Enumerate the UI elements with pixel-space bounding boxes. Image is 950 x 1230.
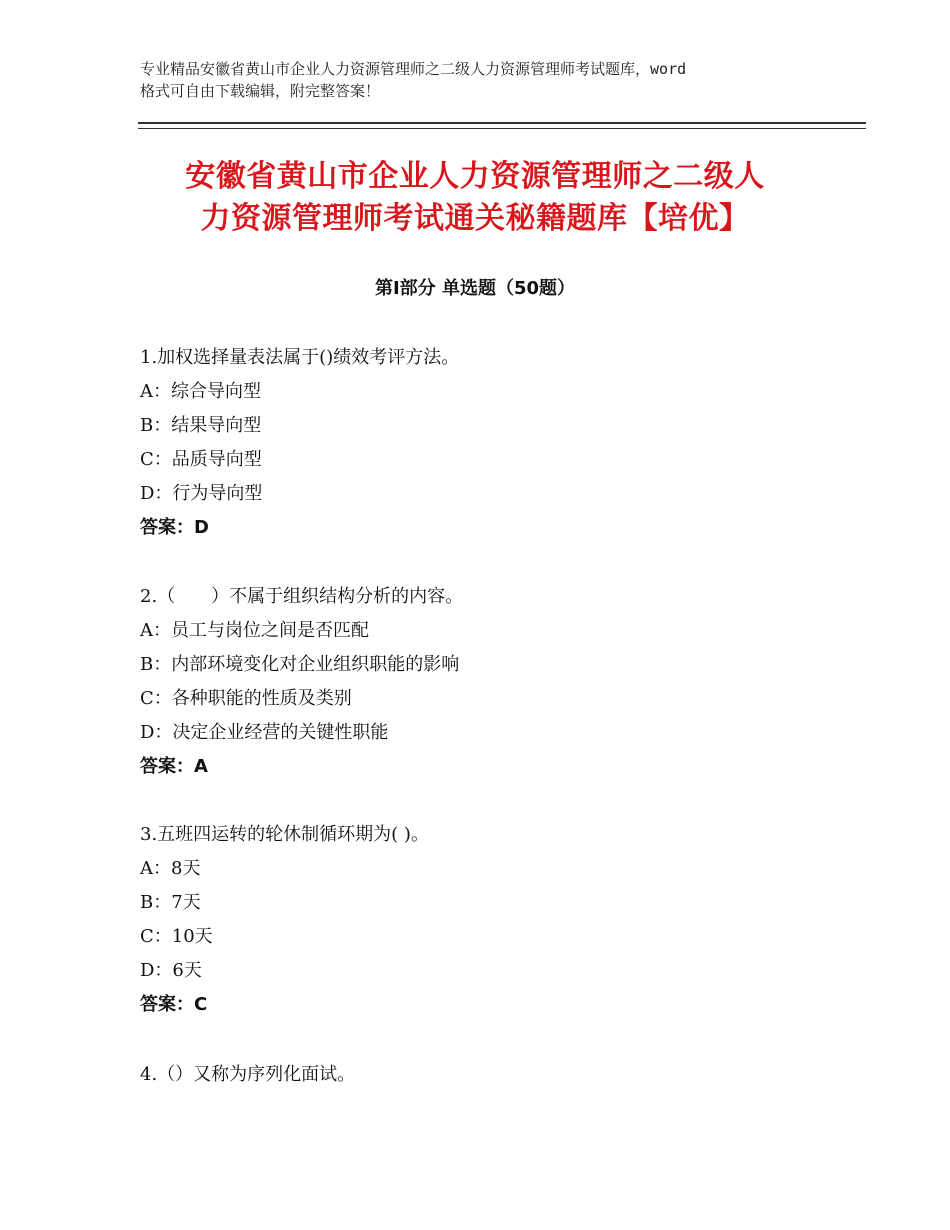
option-c: C：10天 [140, 926, 213, 947]
header-note-line-2: 格式可自由下载编辑，附完整答案！ [140, 82, 381, 100]
option-a: A：综合导向型 [140, 381, 261, 402]
option-d: D：决定企业经营的关键性职能 [140, 722, 389, 743]
answer-label: 答案：D [140, 517, 209, 538]
option-b: B：内部环境变化对企业组织职能的影响 [140, 654, 460, 675]
question-stem: 4.（）又称为序列化面试。 [140, 1064, 356, 1085]
question-stem: 2.（ ）不属于组织结构分析的内容。 [140, 586, 464, 607]
question-2 [140, 580, 830, 784]
question-stem: 1.加权选择量表法属于()绩效考评方法。 [140, 347, 460, 368]
option-b: B：结果导向型 [140, 415, 262, 436]
document-title-line-2: 力资源管理师考试通关秘籍题库【培优】 [200, 201, 750, 236]
header-note-line-1: 专业精品安徽省黄山市企业人力资源管理师之二级人力资源管理师考试题库，word [140, 60, 687, 78]
answer-label: 答案：C [140, 994, 208, 1015]
option-d: D：行为导向型 [140, 483, 263, 504]
question-1 [140, 341, 830, 545]
document-title-line-1: 安徽省黄山市企业人力资源管理师之二级人 [185, 159, 765, 194]
document-title [130, 156, 820, 240]
option-b: B：7天 [140, 892, 201, 913]
option-c: C：品质导向型 [140, 449, 262, 470]
option-a: A：员工与岗位之间是否匹配 [140, 620, 369, 641]
header-divider [138, 122, 866, 129]
question-3 [140, 818, 830, 1022]
question-stem: 3.五班四运转的轮休制循环期为( )。 [140, 824, 429, 845]
option-d: D：6天 [140, 960, 202, 981]
answer-label: 答案：A [140, 756, 208, 777]
option-c: C：各种职能的性质及类别 [140, 688, 352, 709]
header-note [140, 58, 830, 102]
question-4 [140, 1058, 830, 1092]
section-title: 第Ⅰ部分 单选题（50题） [374, 278, 575, 299]
option-a: A：8天 [140, 858, 201, 879]
